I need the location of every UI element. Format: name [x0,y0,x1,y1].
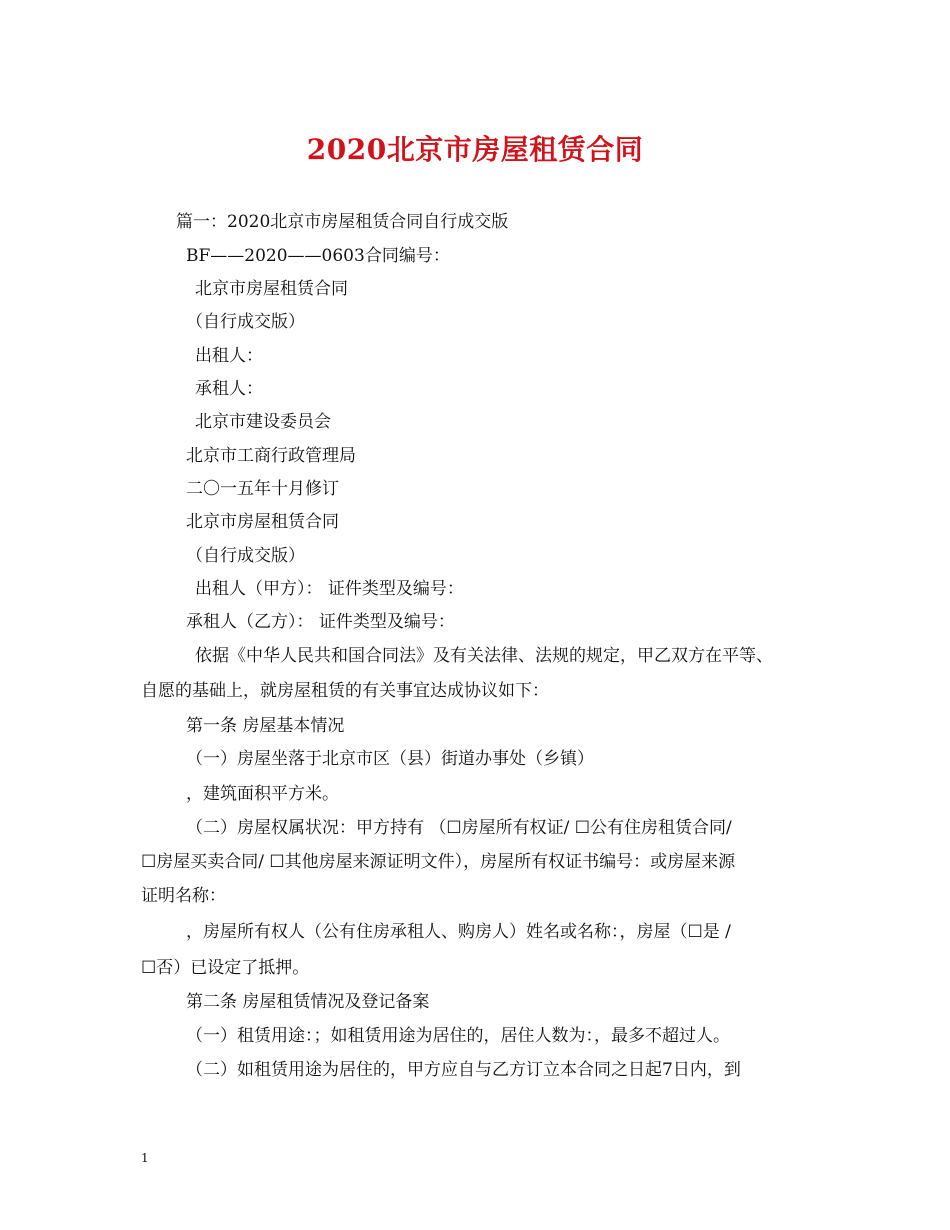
text-line: 承租人（乙方）： 证件类型及编号： [186,612,455,632]
text-line: ☐房屋买卖合同/ ☐其他房屋来源证明文件），房屋所有权证书编号：或房屋来源 [141,852,736,872]
text-line: 北京市工商行政管理局 [186,446,356,466]
text-line: BF——2020——0603合同编号： [186,246,450,266]
text-line: ，房屋所有权人（公有住房承租人、购房人）姓名或名称：，房屋（☐是 / [186,922,731,942]
text-line: 北京市建设委员会 [195,412,331,432]
text-line: （自行成交版） [186,312,305,332]
text-line: （一）租赁用途：；如租赁用途为居住的，居住人数为：，最多不超过人。 [186,1026,730,1046]
text-line: 出租人： [195,346,263,366]
text-line: ☐否）已设定了抵押。 [141,958,310,978]
text-line: 二〇一五年十月修订 [186,479,339,499]
text-line: 证明名称： [141,886,226,906]
text-line: （一）房屋坐落于北京市区（县）街道办事处（乡镇） [186,749,594,769]
section-heading: 第一条 房屋基本情况 [186,716,345,736]
text-line: 依据《中华人民共和国合同法》及有关法律、法规的规定，甲乙双方在平等、 [195,646,773,666]
page-number: 1 [141,1151,149,1165]
document-title: 2020北京市房屋租赁合同 [306,133,644,166]
section-heading: 第二条 房屋租赁情况及登记备案 [186,992,430,1012]
text-line: 北京市房屋租赁合同 [195,279,348,299]
text-line: 北京市房屋租赁合同 [186,512,339,532]
text-line: （二）如租赁用途为居住的，甲方应自与乙方订立本合同之日起7日内，到 [186,1060,741,1080]
text-line: 篇一：2020北京市房屋租赁合同自行成交版 [176,212,509,232]
text-line: （二）房屋权属状况：甲方持有 （☐房屋所有权证/ ☐公有住房租赁合同/ [186,818,732,838]
text-line: 承租人： [195,379,263,399]
text-line: 出租人（甲方）： 证件类型及编号： [195,579,464,599]
text-line: ，建筑面积平方米。 [186,784,339,804]
text-line: （自行成交版） [186,546,305,566]
text-line: 自愿的基础上，就房屋租赁的有关事宜达成协议如下： [141,681,549,701]
